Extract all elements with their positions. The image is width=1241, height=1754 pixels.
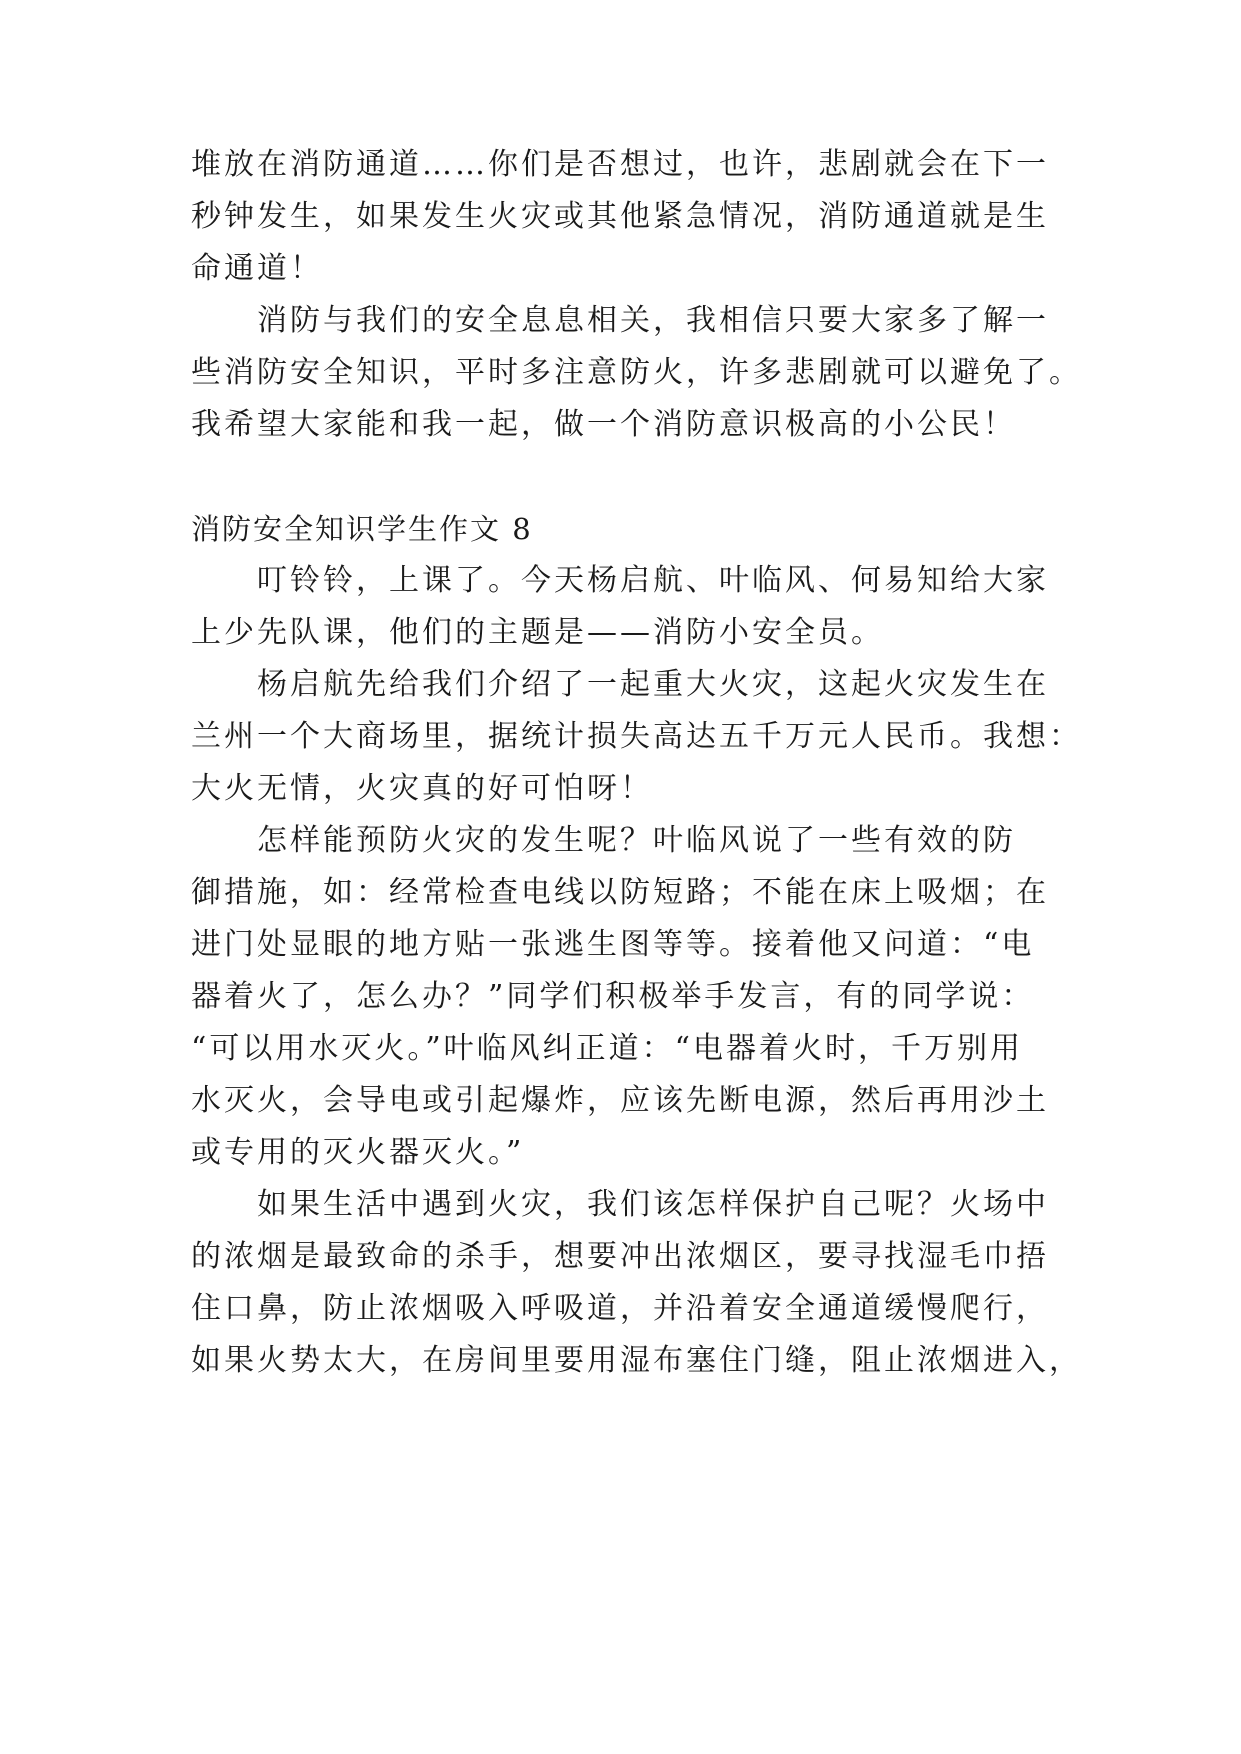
text-line: 堆放在消防通道……你们是否想过，也许，悲剧就会在下一 xyxy=(191,147,1049,182)
text-line: 我希望大家能和我一起，做一个消防意识极高的小公民！ xyxy=(191,407,1016,442)
text-line: 或专用的灭火器灭火。” xyxy=(191,1135,525,1170)
text-line: 器着火了，怎么办？”同学们积极举手发言，有的同学说： xyxy=(191,979,1035,1014)
text-line: 大火无情，火灾真的好可怕呀！ xyxy=(191,771,653,806)
text-line: “可以用水灭火。”叶临风纠正道：“电器着火时，千万别用 xyxy=(191,1031,1024,1066)
text-line: 住口鼻，防止浓烟吸入呼吸道，并沿着安全通道缓慢爬行， xyxy=(191,1291,1049,1326)
text-line: 如果火势太大，在房间里要用湿布塞住门缝，阻止浓烟进入， xyxy=(191,1343,1082,1378)
text-line: 叮铃铃，上课了。今天杨启航、叶临风、何易知给大家 xyxy=(191,563,1049,598)
text-line: 怎样能预防火灾的发生呢？叶临风说了一些有效的防 xyxy=(191,823,1016,858)
text-line: 的浓烟是最致命的杀手，想要冲出浓烟区，要寻找湿毛巾捂 xyxy=(191,1239,1049,1274)
text-line: 水灭火，会导电或引起爆炸，应该先断电源，然后再用沙土 xyxy=(191,1083,1049,1118)
text-line: 消防与我们的安全息息相关，我相信只要大家多了解一 xyxy=(191,303,1049,338)
text-line: 御措施，如：经常检查电线以防短路；不能在床上吸烟；在 xyxy=(191,875,1049,910)
text-line: 上少先队课，他们的主题是——消防小安全员。 xyxy=(191,615,884,650)
text-line: 杨启航先给我们介绍了一起重大火灾，这起火灾发生在 xyxy=(191,667,1049,702)
text-line: 秒钟发生，如果发生火灾或其他紧急情况，消防通道就是生 xyxy=(191,199,1049,234)
text-line: 如果生活中遇到火灾，我们该怎样保护自己呢？火场中 xyxy=(191,1187,1049,1222)
text-line: 兰州一个大商场里，据统计损失高达五千万元人民币。我想： xyxy=(191,719,1082,754)
text-line: 命通道！ xyxy=(191,251,323,286)
text-line: 进门处显眼的地方贴一张逃生图等等。接着他又问道：“电 xyxy=(191,927,1035,962)
text-line: 些消防安全知识，平时多注意防火，许多悲剧就可以避免了。 xyxy=(191,355,1082,390)
section-heading: 消防安全知识学生作文 8 xyxy=(191,512,533,546)
